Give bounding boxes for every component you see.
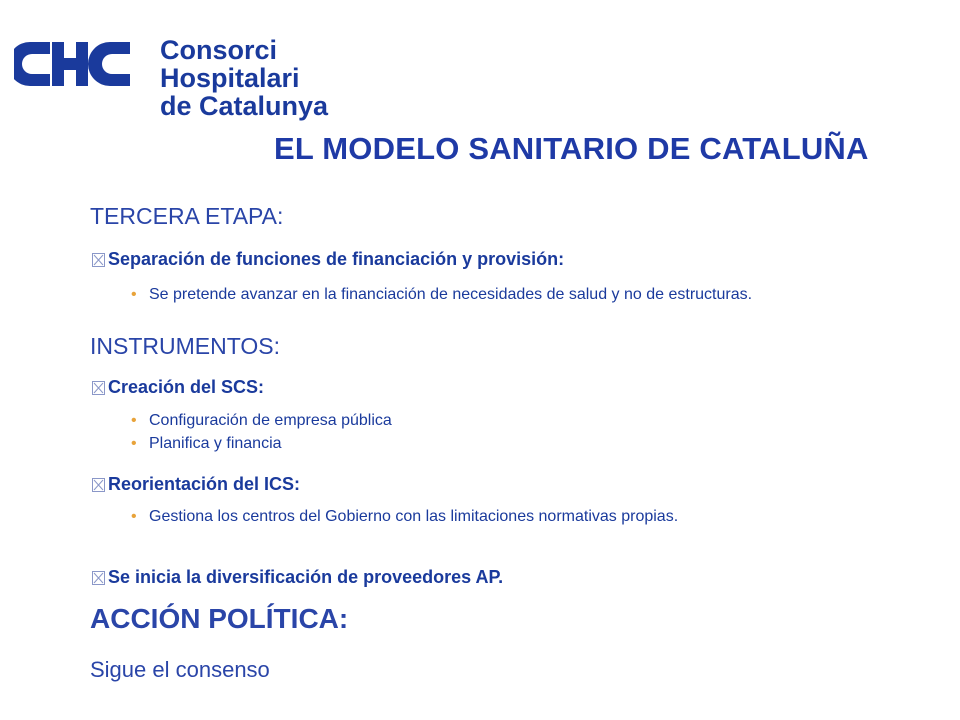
instrumentos-heading: INSTRUMENTOS: (90, 333, 280, 359)
instrumentos-bullet-1 (131, 409, 891, 432)
accion-politica-text: Sigue el consenso (90, 657, 270, 682)
x-box-icon (92, 253, 105, 267)
instrumentos-point-3-label: Se inicia la diversificación de proveedores AP. (108, 567, 504, 587)
instrumentos-bullet-3 (131, 505, 891, 528)
tercera-bullet-text: Se pretende avanzar en la financiación de necesidades de salud y no de estructuras. (149, 286, 753, 303)
instrumentos-point-1-label: Creación del SCS: (108, 377, 265, 397)
x-box-icon (92, 571, 105, 585)
bullet-dot-icon: • (131, 508, 137, 525)
instrumentos-point-3 (92, 567, 503, 588)
tercera-point-label: Separación de funciones de financiación y provisión: (108, 249, 565, 269)
bullet-dot-icon: • (131, 286, 137, 303)
logo-text (160, 36, 406, 120)
instrumentos-bullet-2-text: Planifica y financia (149, 435, 282, 452)
instrumentos-bullet-2 (131, 432, 891, 455)
instrumentos-point-1 (92, 377, 264, 398)
logo-line-1: Consorci Hospitalari (160, 35, 300, 93)
accion-politica-heading: ACCIÓN POLÍTICA: (90, 603, 349, 634)
instrumentos-point-2 (92, 474, 300, 495)
bullet-dot-icon: • (131, 435, 137, 452)
x-box-icon (92, 381, 105, 395)
page-title: EL MODELO SANITARIO DE CATALUÑA (274, 131, 869, 166)
logo-line-2: de Catalunya (160, 91, 329, 121)
tercera-etapa-heading: TERCERA ETAPA: (90, 203, 284, 229)
instrumentos-bullet-3-text: Gestiona los centros del Gobierno con las limitaciones normativas propias. (149, 508, 679, 525)
x-box-icon (92, 478, 105, 492)
instrumentos-point-2-label: Reorientación del ICS: (108, 474, 301, 494)
logo (14, 35, 406, 121)
tercera-point (92, 249, 564, 270)
bullet-dot-icon: • (131, 412, 137, 429)
chc-logo-mark-icon (14, 40, 132, 88)
tercera-bullet (131, 283, 891, 306)
instrumentos-bullet-1-text: Configuración de empresa pública (149, 412, 392, 429)
